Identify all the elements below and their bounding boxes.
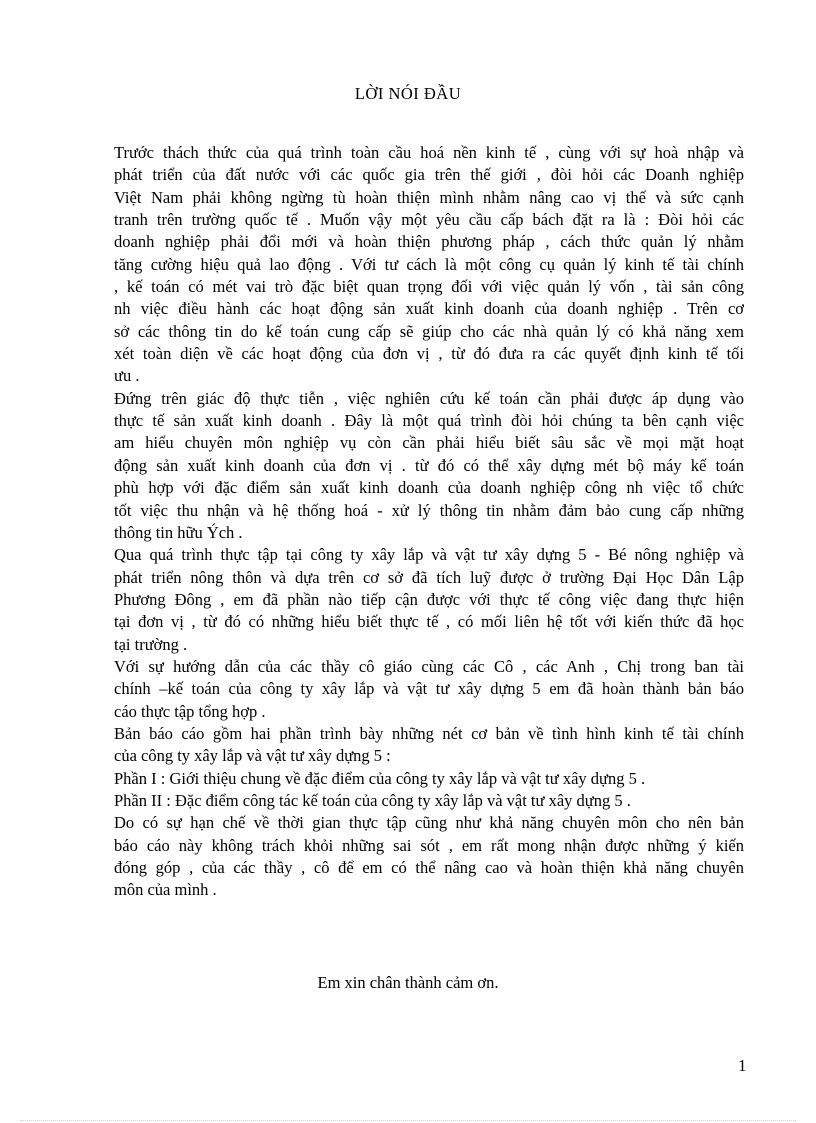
text-line: thông tin hữu Ých . bbox=[114, 522, 243, 542]
body-text bbox=[114, 142, 744, 902]
text-line: Đứng trên giác độ thực tiễn , việc nghiên cứu kế toán cần phải được áp dụng vào bbox=[114, 388, 744, 408]
text-line: Phần I : Giới thiệu chung về đặc điểm của công ty xây lắp và vật tư xây dựng 5 . bbox=[114, 768, 646, 788]
text-line: phù hợp với đặc điểm sản xuất kinh doanh của doanh nghiệp công nh việc tổ chức bbox=[114, 478, 744, 498]
text-line: nh việc điều hành các hoạt động sản xuất kinh doanh của doanh nghiệp . Trên cơ bbox=[114, 299, 744, 319]
text-line: Việt Nam phải không ngừng tù hoàn thiện mình nhằm nâng cao vị thế và sức cạnh bbox=[114, 187, 744, 207]
text-line: tại trường . bbox=[114, 634, 188, 654]
text-line: tốt việc thu nhận và hệ thống hoá - xử lý thông tin nhằm đảm bảo cung cấp những bbox=[114, 500, 744, 520]
text-line: đóng góp , của các thầy , cô để em có thể nâng cao và hoàn thiện khả năng chuyên bbox=[114, 858, 744, 877]
page-bottom-rule bbox=[20, 1120, 796, 1121]
text-line: phát triển của đất nước với các quốc gia trên thế giới , đòi hỏi các Doanh nghiệp bbox=[114, 165, 744, 185]
text-line: xét toàn diện về các hoạt động của đơn vị , từ đó đưa ra các quyết định kinh tế tối bbox=[114, 344, 744, 364]
text-line: doanh nghiệp phải đổi mới và hoàn thiện phương pháp , cách thức quản lý nhằm bbox=[114, 232, 744, 252]
text-line: Bản báo cáo gồm hai phần trình bày những nét cơ bản về tình hình kinh tế tài chính bbox=[114, 723, 744, 743]
text-line: Phương Đông , em đã phần nào tiếp cận được với thực tế công việc đang thực hiện bbox=[114, 589, 744, 609]
text-line: môn của mình . bbox=[114, 880, 217, 900]
closing-line: Em xin chân thành cảm ơn. bbox=[317, 973, 499, 992]
text-line: ưu . bbox=[114, 366, 140, 386]
text-line: tại đơn vị , từ đó có những hiểu biết thực tế , có mối liên hệ tốt với kiến thức đã học bbox=[114, 612, 744, 632]
text-line: Trước thách thức của quá trình toàn cầu hoá nền kinh tế , cùng với sự hoà nhập và bbox=[114, 143, 744, 162]
text-line: phát triển nông thôn và dựa trên cơ sở đã tích luỹ được ở trường Đại Học Dân Lập bbox=[114, 567, 744, 587]
text-line: động sản xuất kinh doanh của đơn vị . từ đó có thể xây dựng mét bộ máy kế toán bbox=[114, 455, 744, 475]
text-line: cáo thực tập tổng hợp . bbox=[114, 701, 266, 721]
text-line: am hiểu chuyên môn nghiệp vụ còn cần phải hiểu biết sâu sắc về mọi mặt hoạt bbox=[114, 433, 744, 453]
text-line: Với sự hướng dẫn của các thầy cô giáo cùng các Cô , các Anh , Chị trong ban tài bbox=[114, 656, 744, 676]
text-line: thực tế sản xuất kinh doanh . Đây là một quá trình đòi hỏi chúng ta bên cạnh việc bbox=[114, 411, 744, 431]
text-line: của công ty xây lắp và vật tư xây dựng 5 : bbox=[114, 746, 391, 766]
document-title: LỜI NÓI ĐẦU bbox=[354, 84, 462, 103]
text-line: tranh trên trường quốc tế . Muốn vậy một yêu cầu cấp bách đặt ra là : Đòi hỏi các bbox=[114, 210, 744, 230]
text-line: sở các thông tin do kế toán cung cấp sẽ giúp cho các nhà quản lý có khả năng xem bbox=[114, 321, 744, 341]
text-line: tăng cường hiệu quả lao động . Với tư cách là một công cụ quản lý kinh tế tài chính bbox=[114, 254, 744, 274]
text-line: chính –kế toán của công ty xây lắp và vật tư xây dựng 5 em đã hoàn thành bản báo bbox=[114, 679, 744, 699]
text-line: Qua quá trình thực tập tại công ty xây lắp và vật tư xây dựng 5 - Bé nông nghiệp và bbox=[114, 545, 744, 565]
text-line: Phần II : Đặc điểm công tác kế toán của công ty xây lắp và vật tư xây dựng 5 . bbox=[114, 790, 631, 810]
page-number: 1 bbox=[738, 1056, 747, 1075]
text-line: báo cáo này không trách khỏi những sai sót , em rất mong nhận được những ý kiến bbox=[114, 835, 744, 855]
text-line: Do có sự hạn chế về thời gian thực tập cũng như khả năng chuyên môn cho nên bản bbox=[114, 813, 744, 833]
text-line: , kế toán có mét vai trò đặc biệt quan trọng đối với việc quản lý vốn , tài sản công bbox=[114, 277, 744, 297]
